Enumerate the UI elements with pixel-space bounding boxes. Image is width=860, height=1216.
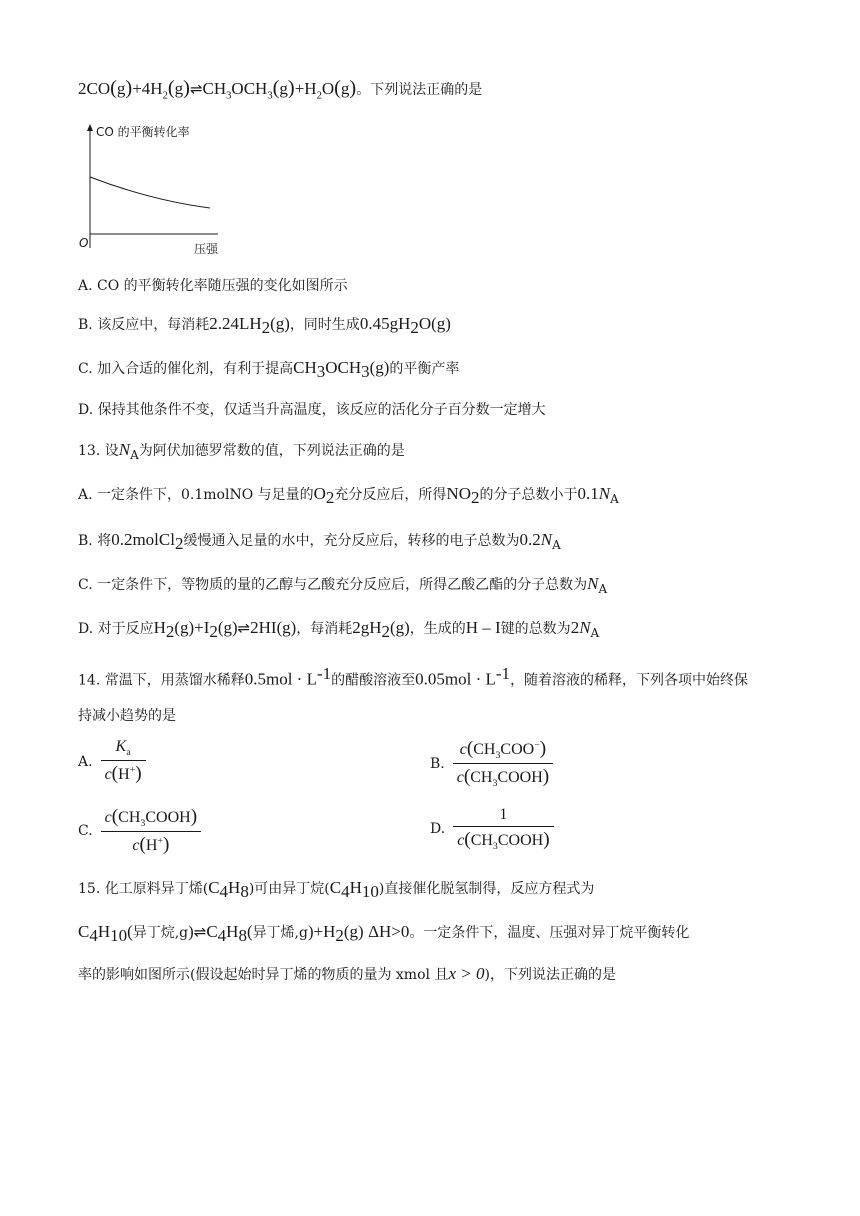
option-text: B. 该反应中，每消耗 (78, 317, 210, 333)
q14-stem-line2: 持减小趋势的是 (78, 708, 176, 724)
eq-term: COOH (145, 809, 191, 826)
option-text: B. 将 (78, 533, 112, 549)
superscript: -1 (316, 664, 332, 683)
phase: g (375, 358, 384, 377)
subscript: 2 (410, 317, 419, 337)
ka-symbol: K (115, 738, 127, 755)
subscript: 3 (495, 750, 501, 762)
eq-term: H (349, 878, 362, 897)
subscript: 4 (89, 925, 98, 945)
subscript: 2 (316, 90, 322, 102)
enthalpy-term: ΔH>0 (368, 922, 410, 941)
superscript: + (157, 835, 164, 847)
eq-term: CH (473, 741, 496, 758)
eq-term: C (329, 878, 342, 897)
subscript: 4 (217, 925, 227, 945)
equilibrium-arrow-icon: ⇌ (189, 80, 203, 98)
eq-term: 0.2 (519, 530, 541, 549)
q13-stem (78, 440, 800, 465)
question-number: 13. 设 (78, 443, 119, 459)
eq-term: H (118, 766, 130, 784)
stem-text: )，下列说法正确的是 (484, 967, 616, 983)
na-symbol: N (598, 484, 611, 503)
eq-term: 2 (570, 618, 580, 637)
c-symbol: c (104, 809, 112, 826)
eq-term: COOH (497, 769, 543, 787)
eq-term: O (418, 314, 432, 333)
subscript: 8 (240, 881, 249, 901)
eq-term: CH (202, 79, 227, 98)
subscript: 2 (209, 621, 218, 641)
q13-option-d: D. 对于反应$H_2(g)+I_2(g)\rightleftharpoons 2HI(g)$，每消耗$2gH_2(g)$，生成的H – I键的总数为$2N_A$ (78, 618, 600, 641)
subscript: 3 (361, 361, 370, 381)
na-symbol: N (579, 618, 591, 637)
eq-term: 0.5mol · L (244, 669, 317, 689)
question-number: 14. 常温下，用蒸馏水稀释 (78, 672, 245, 689)
subscript: 10 (361, 881, 379, 901)
phase: g (436, 314, 446, 333)
q15-stem-line3 (78, 964, 800, 985)
q14-option-d (430, 806, 554, 852)
subscript: 2 (335, 925, 344, 945)
superscript: -1 (495, 664, 511, 683)
y-axis-label: CO 的平衡转化率 (96, 125, 190, 139)
option-text: 的平衡产率 (389, 361, 460, 377)
superscript: + (129, 764, 136, 776)
fraction (453, 806, 553, 852)
eq-term: +H (294, 79, 317, 98)
phase: g (282, 618, 291, 637)
eq-term: C (78, 922, 90, 941)
q12-equation-line: $2CO(g)+4H_2(g)\rightleftharpoons CH_3OCH_3(g)+H_2O(g)$。下列说法正确的是 (78, 77, 483, 102)
conversion-curve (90, 177, 210, 208)
equilibrium-arrow-icon: ⇌ (237, 619, 251, 637)
question-number: 15. 化工原料异丁烯( (78, 881, 209, 897)
option-text: A. 一定条件下，0.1molNO 与足量的 (78, 487, 314, 503)
eq-term: C (206, 922, 218, 941)
stem-text: 为阿伏加德罗常数的值，下列说法正确的是 (138, 443, 405, 459)
numerator: $c(CH_3COOH)$ (101, 806, 201, 832)
origin-label: O (79, 236, 89, 250)
co-conversion-chart (74, 120, 234, 260)
c-symbol: c (456, 769, 464, 787)
option-label: C. (78, 823, 93, 840)
phase: g (279, 79, 288, 98)
eq-term: 0.05mol · L (415, 669, 496, 689)
option-label: D. (430, 821, 446, 838)
eq-term: CH (293, 358, 317, 377)
fraction (453, 738, 553, 789)
phase: g (349, 922, 359, 941)
eq-term: +H (313, 922, 336, 941)
condition: x > 0 (448, 964, 485, 983)
q12-option-b: B. 该反应中，每消耗$2.24LH_2(g)$，同时生成$0.45gH_2O(g)$ (78, 314, 451, 337)
stem-text: 。下列说法正确的是 (356, 83, 483, 98)
eq-term: +I (194, 618, 210, 637)
subscript: 3 (226, 90, 232, 102)
q14-stem-line1 (78, 664, 800, 691)
eq-term: 2CO (78, 79, 111, 98)
subscript: A (610, 491, 619, 506)
subscript: 2 (162, 90, 168, 102)
q14-option-c (78, 806, 201, 856)
eq-term: 异丁烯,g (252, 925, 308, 941)
subscript: 3 (267, 90, 273, 102)
q12-option-a: A. CO 的平衡转化率随压强的变化如图所示 (78, 278, 348, 294)
equilibrium-arrow-icon: ⇌ (193, 923, 207, 941)
denominator: c(H+) (132, 834, 170, 856)
eq-term: OCH (325, 358, 362, 377)
eq-term: H (145, 837, 158, 855)
option-text: D. 对于反应 (78, 621, 154, 637)
subscript: 2 (325, 487, 335, 507)
option-text: 键的总数为 (500, 621, 571, 637)
phase: g (180, 618, 189, 637)
subscript: 4 (219, 881, 229, 901)
subscript: A (552, 537, 561, 552)
eq-term: 2gH (352, 618, 382, 637)
eq-term: O (321, 79, 335, 98)
q14-option-b (430, 738, 553, 789)
stem-text: 的醋酸溶液至 (331, 672, 416, 689)
stem-text: )直接催化脱氢制得，反应方程式为 (378, 881, 595, 897)
option-text: 的分子总数小于 (479, 487, 578, 503)
fraction (101, 738, 146, 785)
subscript: 10 (110, 925, 128, 945)
subscript: A (590, 625, 600, 640)
denominator: $c(CH_3COOH)$ (457, 829, 550, 853)
eq-term: 0.45gH (359, 314, 411, 333)
q12-option-d: D. 保持其他条件不变，仅适当升高温度，该反应的活化分子百分数一定增大 (78, 402, 546, 418)
phase: g (340, 79, 350, 98)
eq-term: CH (118, 809, 141, 826)
q13-option-b (78, 530, 800, 555)
eq-term: 0.2molCl (111, 530, 175, 549)
superscript: − (534, 739, 540, 751)
eq-term: O (313, 484, 326, 503)
phase: g (395, 618, 405, 637)
option-text: ，同时生成 (289, 317, 360, 333)
stem-text: )可由异丁烷( (248, 881, 330, 897)
subscript: 2 (470, 487, 480, 507)
subscript: 3 (492, 841, 498, 853)
c-symbol: c (104, 766, 112, 784)
eq-term: OCH (231, 79, 268, 98)
option-text: 充分反应后，所得 (334, 487, 447, 503)
eq-term: NO (446, 484, 471, 503)
denominator: $c(CH_3COOH)$ (456, 766, 550, 790)
eq-term: 0.1 (577, 484, 599, 503)
c-symbol: c (459, 741, 467, 758)
subscript: 4 (341, 881, 350, 901)
numerator: 1 (453, 806, 553, 827)
subscript: 2 (165, 621, 175, 641)
eq-term: 2.24LH (209, 314, 262, 333)
option-text: ，生成的 (409, 621, 466, 637)
eq-term: H (97, 922, 111, 941)
q13-option-a (78, 484, 800, 509)
q12-option-c: C. 加入合适的催化剂，有利于提高$CH_3OCH_3(g)$的平衡产率 (78, 358, 460, 381)
numerator (101, 738, 146, 761)
option-text: ，每消耗 (296, 621, 353, 637)
option-text: C. 加入合适的催化剂，有利于提高 (78, 361, 294, 377)
option-label: A. (78, 753, 93, 770)
eq-term: H (228, 878, 241, 897)
q14-option-a (78, 738, 146, 785)
eq-term: COO (500, 741, 535, 758)
eq-term: CH (470, 769, 493, 787)
stem-text: ，随着溶液的稀释，下列各项中始终保 (510, 672, 749, 689)
q15-stem-line2: $C_4H_{10}$(异丁烷$,g)\rightleftharpoons C_4H_8$(异丁烯$,g)+H_2(g)$ ΔH>0。一定条件下，温度、压强对异丁烷平衡转化 (78, 922, 690, 945)
na-symbol: N (540, 530, 553, 549)
subscript: A (130, 447, 139, 462)
option-label: B. (430, 755, 445, 772)
phase: g (275, 314, 285, 333)
denominator: c(H+) (104, 763, 142, 785)
eq-term: +4H (132, 79, 163, 98)
eq-term: H (153, 618, 166, 637)
eq-term: C (208, 878, 220, 897)
na-symbol: N (587, 574, 599, 593)
c-symbol: c (457, 832, 465, 849)
q15-stem-line1 (78, 878, 800, 902)
subscript: 3 (316, 361, 326, 381)
phase: g (116, 79, 126, 98)
y-axis-arrow-icon (87, 124, 93, 131)
subscript: a (126, 747, 131, 759)
subscript: 2 (174, 533, 184, 553)
eq-term: COOH (497, 832, 544, 849)
subscript: A (598, 581, 608, 596)
eq-term: 2HI (250, 618, 277, 637)
stem-text: 。一定条件下，温度、压强对异丁烷平衡转化 (409, 925, 690, 941)
numerator: $c(CH_3COO^-)$ (453, 738, 553, 764)
option-text: C. 一定条件下，等物质的量的乙醇与乙酸充分反应后，所得乙酸乙酯的分子总数为 (78, 577, 588, 593)
subscript: 2 (381, 621, 391, 641)
option-text: 缓慢通入足量的水中，充分反应后，转移的电子总数为 (183, 533, 520, 549)
phase: g (223, 618, 232, 637)
subscript: 3 (492, 778, 498, 790)
subscript: 8 (238, 925, 247, 945)
fraction (101, 806, 201, 856)
c-symbol: c (132, 837, 140, 855)
subscript: 2 (261, 317, 271, 337)
subscript: 3 (140, 818, 146, 830)
stem-text: 率的影响如图所示(假设起始时异丁烯的物质的量为 xmol 且 (78, 967, 449, 983)
q13-option-c (78, 574, 800, 599)
eq-term: 异丁烷,g (132, 925, 189, 941)
na-symbol: N (118, 440, 131, 459)
eq-term: H (226, 922, 239, 941)
x-axis-label: 压强 (194, 242, 219, 256)
eq-term: H – I (465, 618, 501, 637)
phase: g (174, 79, 184, 98)
eq-term: CH (470, 832, 493, 849)
